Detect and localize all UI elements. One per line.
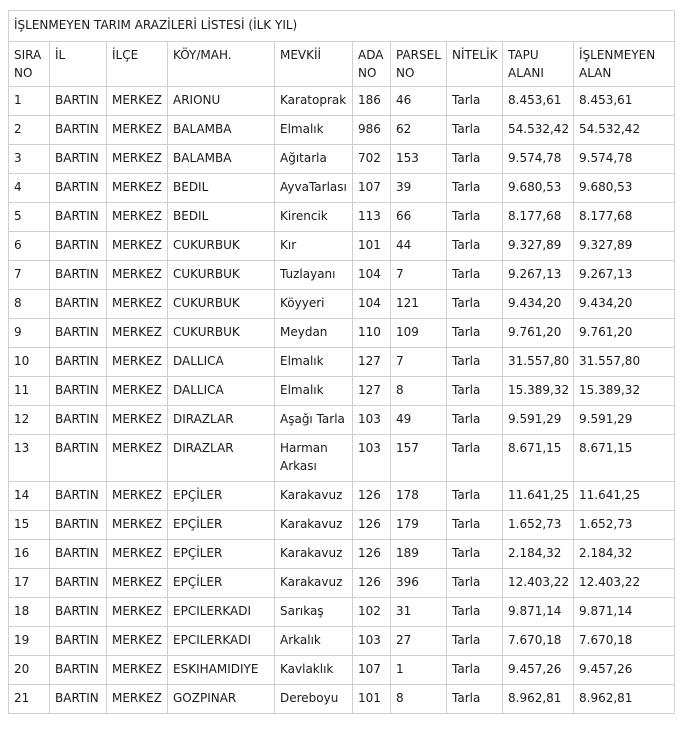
- table-row: [9, 174, 675, 203]
- cell-mevkii: Kirencik: [275, 203, 353, 232]
- cell-nitelik: Tarla: [447, 261, 503, 290]
- table-row: [9, 406, 675, 435]
- table-row: [9, 511, 675, 540]
- table-row: [9, 203, 675, 232]
- cell-parsel-no: 7: [391, 261, 447, 290]
- cell-tapu-alani: 12.403,22: [503, 569, 574, 598]
- cell-islenmeyen-alan: 1.652,73: [574, 511, 675, 540]
- cell-sira-no: 3: [9, 145, 50, 174]
- cell-sira-no: 17: [9, 569, 50, 598]
- cell-ilce: MERKEZ: [107, 569, 168, 598]
- cell-islenmeyen-alan: 8.177,68: [574, 203, 675, 232]
- cell-mevkii: AyvaTarlası: [275, 174, 353, 203]
- cell-ada-no: 107: [353, 656, 391, 685]
- cell-mevkii: Köyyeri: [275, 290, 353, 319]
- cell-koy-mah: EPCILERKADI: [168, 627, 275, 656]
- cell-ada-no: 102: [353, 598, 391, 627]
- cell-sira-no: 8: [9, 290, 50, 319]
- cell-nitelik: Tarla: [447, 203, 503, 232]
- cell-koy-mah: CUKURBUK: [168, 232, 275, 261]
- cell-il: BARTIN: [50, 174, 107, 203]
- cell-ada-no: 103: [353, 435, 391, 482]
- cell-ada-no: 101: [353, 232, 391, 261]
- cell-tapu-alani: 9.457,26: [503, 656, 574, 685]
- cell-tapu-alani: 9.327,89: [503, 232, 574, 261]
- cell-mevkii: Arkalık: [275, 627, 353, 656]
- cell-il: BARTIN: [50, 656, 107, 685]
- cell-mevkii: Tuzlayanı: [275, 261, 353, 290]
- cell-sira-no: 13: [9, 435, 50, 482]
- cell-islenmeyen-alan: 9.327,89: [574, 232, 675, 261]
- cell-tapu-alani: 9.591,29: [503, 406, 574, 435]
- cell-islenmeyen-alan: 9.457,26: [574, 656, 675, 685]
- cell-sira-no: 15: [9, 511, 50, 540]
- cell-parsel-no: 8: [391, 377, 447, 406]
- cell-sira-no: 6: [9, 232, 50, 261]
- cell-sira-no: 10: [9, 348, 50, 377]
- cell-koy-mah: EPCILERKADI: [168, 598, 275, 627]
- cell-il: BARTIN: [50, 435, 107, 482]
- cell-nitelik: Tarla: [447, 540, 503, 569]
- cell-parsel-no: 7: [391, 348, 447, 377]
- col-header-nitelik: NİTELİK: [447, 42, 503, 87]
- cell-il: BARTIN: [50, 377, 107, 406]
- cell-ilce: MERKEZ: [107, 482, 168, 511]
- cell-tapu-alani: 9.680,53: [503, 174, 574, 203]
- table-row: [9, 145, 675, 174]
- cell-koy-mah: BEDIL: [168, 203, 275, 232]
- table-row: [9, 87, 675, 116]
- cell-mevkii: Karakavuz: [275, 540, 353, 569]
- cell-nitelik: Tarla: [447, 598, 503, 627]
- cell-koy-mah: DIRAZLAR: [168, 406, 275, 435]
- cell-koy-mah: GOZPINAR: [168, 685, 275, 714]
- cell-nitelik: Tarla: [447, 290, 503, 319]
- cell-koy-mah: BALAMBA: [168, 145, 275, 174]
- cell-sira-no: 14: [9, 482, 50, 511]
- cell-il: BARTIN: [50, 232, 107, 261]
- cell-ada-no: 126: [353, 540, 391, 569]
- cell-nitelik: Tarla: [447, 511, 503, 540]
- cell-tapu-alani: 9.574,78: [503, 145, 574, 174]
- cell-islenmeyen-alan: 8.962,81: [574, 685, 675, 714]
- cell-tapu-alani: 9.871,14: [503, 598, 574, 627]
- cell-nitelik: Tarla: [447, 87, 503, 116]
- cell-ilce: MERKEZ: [107, 377, 168, 406]
- cell-mevkii: Elmalık: [275, 116, 353, 145]
- cell-sira-no: 7: [9, 261, 50, 290]
- cell-nitelik: Tarla: [447, 377, 503, 406]
- cell-ilce: MERKEZ: [107, 656, 168, 685]
- cell-koy-mah: EPÇİLER: [168, 511, 275, 540]
- cell-mevkii: Elmalık: [275, 377, 353, 406]
- cell-sira-no: 1: [9, 87, 50, 116]
- cell-parsel-no: 178: [391, 482, 447, 511]
- cell-mevkii: Kavlaklık: [275, 656, 353, 685]
- cell-ada-no: 127: [353, 348, 391, 377]
- cell-parsel-no: 31: [391, 598, 447, 627]
- cell-il: BARTIN: [50, 348, 107, 377]
- cell-ada-no: 126: [353, 569, 391, 598]
- cell-ada-no: 113: [353, 203, 391, 232]
- cell-tapu-alani: 15.389,32: [503, 377, 574, 406]
- cell-islenmeyen-alan: 8.453,61: [574, 87, 675, 116]
- cell-ada-no: 110: [353, 319, 391, 348]
- table-row: [9, 627, 675, 656]
- table-body: [9, 87, 675, 714]
- col-header-mevkii: MEVKİİ: [275, 42, 353, 87]
- cell-sira-no: 2: [9, 116, 50, 145]
- cell-sira-no: 18: [9, 598, 50, 627]
- cell-ilce: MERKEZ: [107, 174, 168, 203]
- cell-islenmeyen-alan: 9.591,29: [574, 406, 675, 435]
- cell-parsel-no: 396: [391, 569, 447, 598]
- cell-tapu-alani: 54.532,42: [503, 116, 574, 145]
- cell-ada-no: 107: [353, 174, 391, 203]
- cell-islenmeyen-alan: 8.671,15: [574, 435, 675, 482]
- cell-ilce: MERKEZ: [107, 319, 168, 348]
- cell-ilce: MERKEZ: [107, 627, 168, 656]
- cell-ilce: MERKEZ: [107, 87, 168, 116]
- cell-ilce: MERKEZ: [107, 232, 168, 261]
- cell-mevkii: Ağıtarla: [275, 145, 353, 174]
- cell-tapu-alani: 7.670,18: [503, 627, 574, 656]
- cell-mevkii: Sarıkaş: [275, 598, 353, 627]
- cell-ada-no: 104: [353, 261, 391, 290]
- cell-tapu-alani: 31.557,80: [503, 348, 574, 377]
- cell-tapu-alani: 1.652,73: [503, 511, 574, 540]
- cell-il: BARTIN: [50, 511, 107, 540]
- cell-mevkii: Karakavuz: [275, 511, 353, 540]
- cell-sira-no: 19: [9, 627, 50, 656]
- cell-tapu-alani: 11.641,25: [503, 482, 574, 511]
- cell-koy-mah: CUKURBUK: [168, 290, 275, 319]
- cell-koy-mah: ESKIHAMIDIYE: [168, 656, 275, 685]
- header-row: [9, 42, 675, 87]
- cell-ada-no: 126: [353, 511, 391, 540]
- cell-islenmeyen-alan: 54.532,42: [574, 116, 675, 145]
- table-row: [9, 598, 675, 627]
- cell-il: BARTIN: [50, 261, 107, 290]
- cell-nitelik: Tarla: [447, 656, 503, 685]
- cell-islenmeyen-alan: 7.670,18: [574, 627, 675, 656]
- cell-islenmeyen-alan: 9.871,14: [574, 598, 675, 627]
- cell-koy-mah: BEDIL: [168, 174, 275, 203]
- cell-sira-no: 20: [9, 656, 50, 685]
- table-title: İŞLENMEYEN TARIM ARAZİLERİ LİSTESİ (İLK YIL): [9, 11, 675, 42]
- cell-nitelik: Tarla: [447, 116, 503, 145]
- cell-koy-mah: CUKURBUK: [168, 319, 275, 348]
- table-row: [9, 435, 675, 482]
- cell-ada-no: 127: [353, 377, 391, 406]
- cell-islenmeyen-alan: 2.184,32: [574, 540, 675, 569]
- cell-ilce: MERKEZ: [107, 540, 168, 569]
- cell-nitelik: Tarla: [447, 406, 503, 435]
- cell-parsel-no: 179: [391, 511, 447, 540]
- cell-parsel-no: 49: [391, 406, 447, 435]
- land-table: [8, 10, 675, 714]
- cell-nitelik: Tarla: [447, 232, 503, 261]
- cell-koy-mah: DALLICA: [168, 377, 275, 406]
- cell-ada-no: 104: [353, 290, 391, 319]
- cell-mevkii: Kır: [275, 232, 353, 261]
- cell-il: BARTIN: [50, 145, 107, 174]
- col-header-ilce: İLÇE: [107, 42, 168, 87]
- cell-tapu-alani: 9.434,20: [503, 290, 574, 319]
- cell-ada-no: 986: [353, 116, 391, 145]
- cell-ilce: MERKEZ: [107, 406, 168, 435]
- cell-ilce: MERKEZ: [107, 435, 168, 482]
- cell-il: BARTIN: [50, 685, 107, 714]
- cell-tapu-alani: 8.177,68: [503, 203, 574, 232]
- cell-ada-no: 702: [353, 145, 391, 174]
- cell-tapu-alani: 9.761,20: [503, 319, 574, 348]
- cell-il: BARTIN: [50, 598, 107, 627]
- cell-tapu-alani: 2.184,32: [503, 540, 574, 569]
- cell-tapu-alani: 8.671,15: [503, 435, 574, 482]
- cell-il: BARTIN: [50, 203, 107, 232]
- cell-parsel-no: 66: [391, 203, 447, 232]
- cell-ilce: MERKEZ: [107, 261, 168, 290]
- cell-ada-no: 103: [353, 406, 391, 435]
- cell-koy-mah: ARIONU: [168, 87, 275, 116]
- cell-ada-no: 186: [353, 87, 391, 116]
- col-header-tapu-alani: TAPU ALANI: [503, 42, 574, 87]
- cell-mevkii: Meydan: [275, 319, 353, 348]
- cell-mevkii: Karatoprak: [275, 87, 353, 116]
- cell-sira-no: 21: [9, 685, 50, 714]
- cell-mevkii: Aşağı Tarla: [275, 406, 353, 435]
- cell-sira-no: 16: [9, 540, 50, 569]
- cell-ilce: MERKEZ: [107, 203, 168, 232]
- cell-parsel-no: 8: [391, 685, 447, 714]
- cell-islenmeyen-alan: 9.761,20: [574, 319, 675, 348]
- col-header-koy-mah: KÖY/MAH.: [168, 42, 275, 87]
- cell-mevkii: Elmalık: [275, 348, 353, 377]
- cell-ilce: MERKEZ: [107, 598, 168, 627]
- cell-parsel-no: 27: [391, 627, 447, 656]
- table-row: [9, 482, 675, 511]
- cell-ilce: MERKEZ: [107, 145, 168, 174]
- cell-koy-mah: DIRAZLAR: [168, 435, 275, 482]
- cell-islenmeyen-alan: 12.403,22: [574, 569, 675, 598]
- cell-koy-mah: CUKURBUK: [168, 261, 275, 290]
- cell-il: BARTIN: [50, 482, 107, 511]
- table-row: [9, 232, 675, 261]
- cell-il: BARTIN: [50, 319, 107, 348]
- cell-nitelik: Tarla: [447, 685, 503, 714]
- cell-islenmeyen-alan: 11.641,25: [574, 482, 675, 511]
- cell-ada-no: 101: [353, 685, 391, 714]
- cell-ilce: MERKEZ: [107, 348, 168, 377]
- cell-koy-mah: EPÇİLER: [168, 569, 275, 598]
- cell-il: BARTIN: [50, 290, 107, 319]
- cell-sira-no: 4: [9, 174, 50, 203]
- cell-nitelik: Tarla: [447, 435, 503, 482]
- cell-nitelik: Tarla: [447, 174, 503, 203]
- cell-parsel-no: 46: [391, 87, 447, 116]
- cell-ilce: MERKEZ: [107, 685, 168, 714]
- cell-il: BARTIN: [50, 87, 107, 116]
- cell-mevkii: Harman Arkası: [275, 435, 353, 482]
- cell-sira-no: 12: [9, 406, 50, 435]
- cell-islenmeyen-alan: 9.574,78: [574, 145, 675, 174]
- cell-ilce: MERKEZ: [107, 116, 168, 145]
- cell-parsel-no: 1: [391, 656, 447, 685]
- table-row: [9, 540, 675, 569]
- cell-nitelik: Tarla: [447, 569, 503, 598]
- cell-nitelik: Tarla: [447, 348, 503, 377]
- land-list-container: [8, 10, 674, 714]
- cell-ilce: MERKEZ: [107, 290, 168, 319]
- cell-mevkii: Karakavuz: [275, 482, 353, 511]
- cell-islenmeyen-alan: 9.267,13: [574, 261, 675, 290]
- table-row: [9, 569, 675, 598]
- cell-koy-mah: DALLICA: [168, 348, 275, 377]
- cell-il: BARTIN: [50, 406, 107, 435]
- cell-il: BARTIN: [50, 569, 107, 598]
- cell-il: BARTIN: [50, 116, 107, 145]
- cell-parsel-no: 189: [391, 540, 447, 569]
- col-header-islenmeyen-alan: İŞLENMEYEN ALAN: [574, 42, 675, 87]
- cell-sira-no: 9: [9, 319, 50, 348]
- cell-koy-mah: EPÇİLER: [168, 482, 275, 511]
- table-row: [9, 656, 675, 685]
- cell-islenmeyen-alan: 9.680,53: [574, 174, 675, 203]
- cell-mevkii: Dereboyu: [275, 685, 353, 714]
- table-row: [9, 377, 675, 406]
- table-row: [9, 348, 675, 377]
- cell-parsel-no: 44: [391, 232, 447, 261]
- cell-il: BARTIN: [50, 540, 107, 569]
- cell-nitelik: Tarla: [447, 482, 503, 511]
- table-row: [9, 116, 675, 145]
- col-header-ada-no: ADA NO: [353, 42, 391, 87]
- cell-islenmeyen-alan: 31.557,80: [574, 348, 675, 377]
- cell-koy-mah: BALAMBA: [168, 116, 275, 145]
- cell-mevkii: Karakavuz: [275, 569, 353, 598]
- cell-nitelik: Tarla: [447, 319, 503, 348]
- cell-koy-mah: EPÇİLER: [168, 540, 275, 569]
- cell-parsel-no: 121: [391, 290, 447, 319]
- cell-parsel-no: 153: [391, 145, 447, 174]
- col-header-parsel-no: PARSEL NO: [391, 42, 447, 87]
- table-row: [9, 685, 675, 714]
- cell-sira-no: 11: [9, 377, 50, 406]
- cell-parsel-no: 39: [391, 174, 447, 203]
- table-row: [9, 319, 675, 348]
- cell-parsel-no: 157: [391, 435, 447, 482]
- table-row: [9, 261, 675, 290]
- cell-islenmeyen-alan: 15.389,32: [574, 377, 675, 406]
- cell-parsel-no: 109: [391, 319, 447, 348]
- cell-parsel-no: 62: [391, 116, 447, 145]
- col-header-sira-no: SIRA NO: [9, 42, 50, 87]
- col-header-il: İL: [50, 42, 107, 87]
- cell-tapu-alani: 8.962,81: [503, 685, 574, 714]
- cell-islenmeyen-alan: 9.434,20: [574, 290, 675, 319]
- cell-tapu-alani: 9.267,13: [503, 261, 574, 290]
- cell-nitelik: Tarla: [447, 145, 503, 174]
- cell-sira-no: 5: [9, 203, 50, 232]
- cell-nitelik: Tarla: [447, 627, 503, 656]
- cell-ilce: MERKEZ: [107, 511, 168, 540]
- cell-il: BARTIN: [50, 627, 107, 656]
- cell-tapu-alani: 8.453,61: [503, 87, 574, 116]
- cell-ada-no: 126: [353, 482, 391, 511]
- cell-ada-no: 103: [353, 627, 391, 656]
- table-row: [9, 290, 675, 319]
